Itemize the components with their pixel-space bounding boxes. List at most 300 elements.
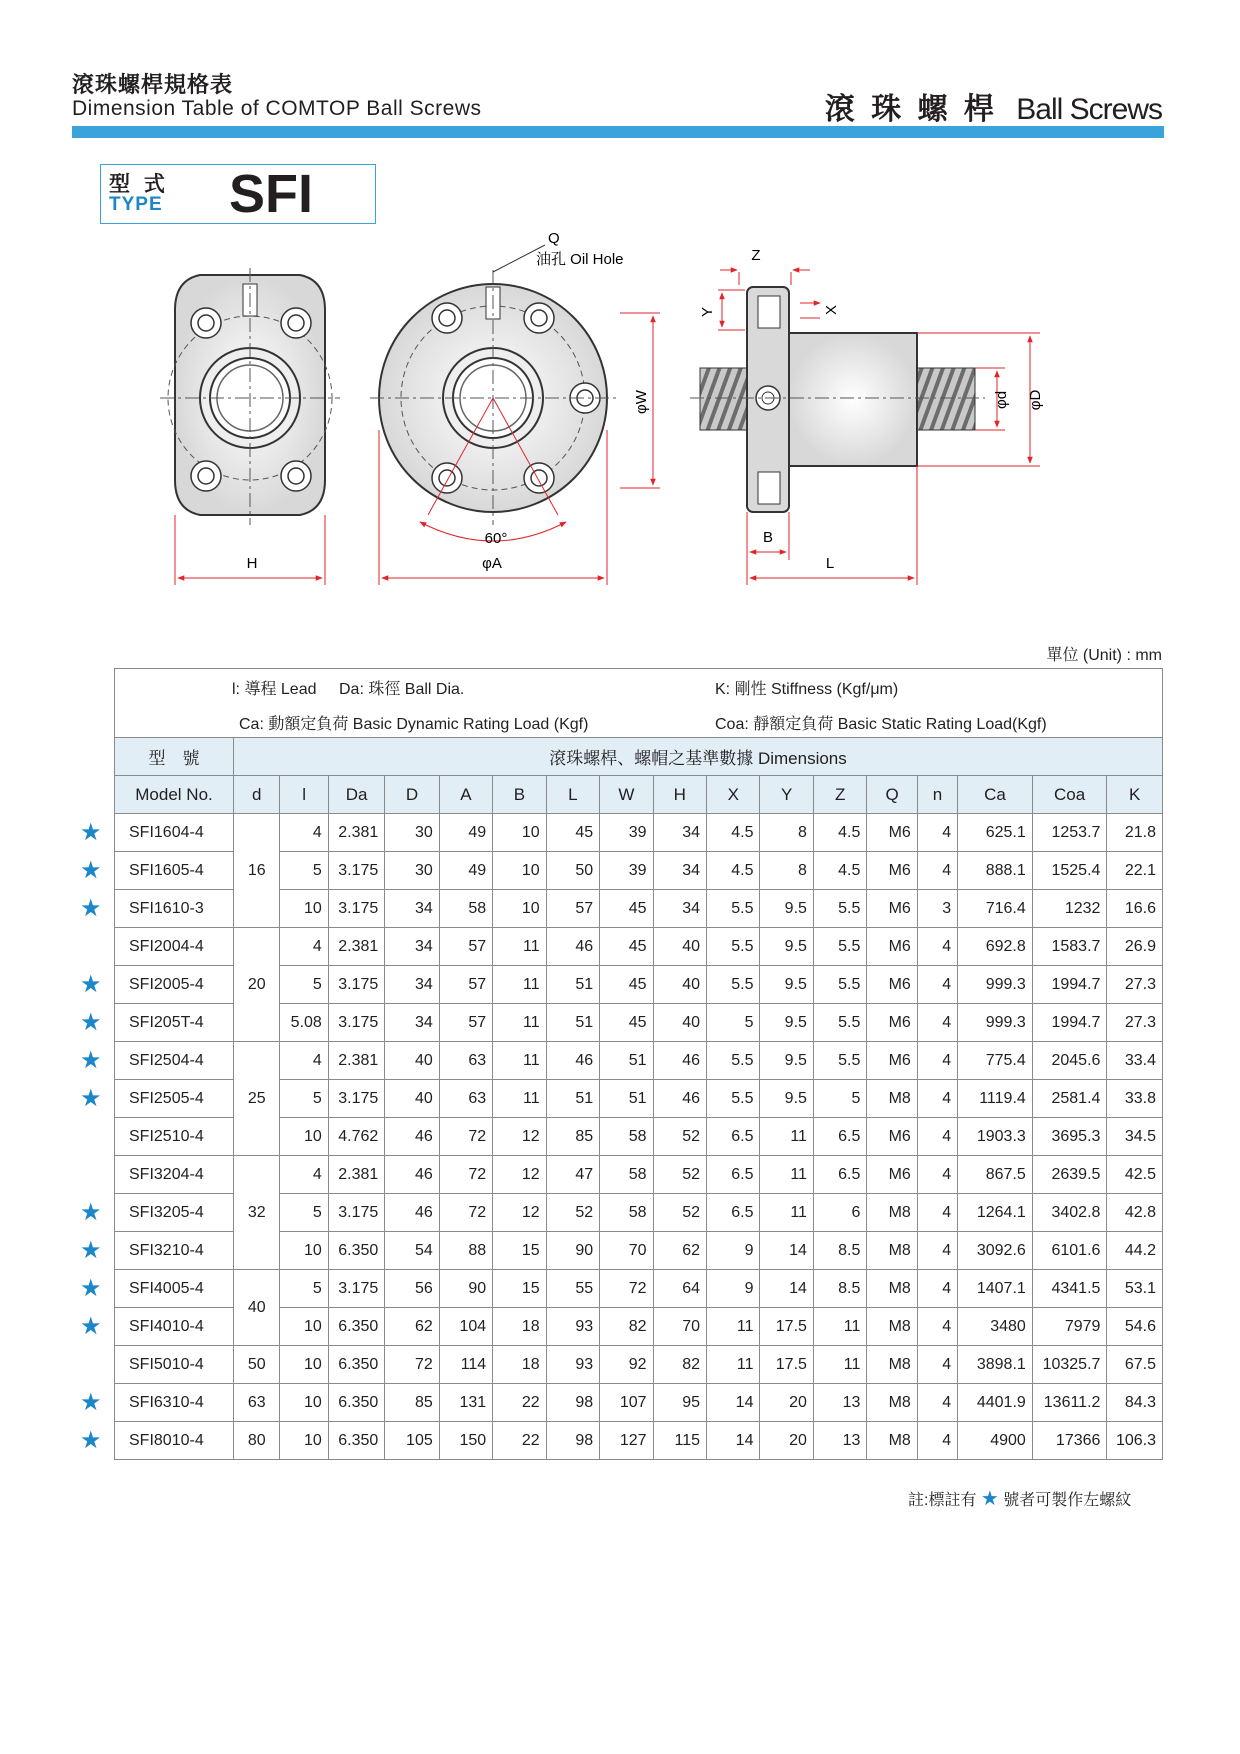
cell-coa: 2045.6 bbox=[1032, 1042, 1107, 1080]
header-col-b: B bbox=[493, 776, 546, 814]
cell-n: 4 bbox=[917, 852, 957, 890]
cell-q: M8 bbox=[867, 1422, 917, 1460]
cell-coa: 2581.4 bbox=[1032, 1080, 1107, 1118]
cell-da: 3.175 bbox=[328, 890, 384, 928]
legend-dynamic: Ca: 動額定負荷 Basic Dynamic Rating Load (Kgf) bbox=[239, 716, 589, 733]
cell-z: 4.5 bbox=[813, 852, 866, 890]
cell-q: M6 bbox=[867, 966, 917, 1004]
cell-h: 52 bbox=[653, 1194, 706, 1232]
dim-d-big-label: φD bbox=[1027, 389, 1044, 411]
header-col-x: X bbox=[707, 776, 760, 814]
cell-k: 106.3 bbox=[1107, 1422, 1163, 1460]
cell-a: 90 bbox=[439, 1270, 492, 1308]
cell-q: M6 bbox=[867, 1042, 917, 1080]
cell-l: 45 bbox=[546, 814, 599, 852]
left-thread-star-icon: ★ bbox=[80, 818, 102, 846]
cell-ca: 4401.9 bbox=[958, 1384, 1033, 1422]
cell-n: 4 bbox=[917, 1270, 957, 1308]
cell-d: 46 bbox=[385, 1194, 439, 1232]
cell-b: 12 bbox=[493, 1118, 546, 1156]
header-row-2 bbox=[115, 776, 1163, 814]
cell-y: 9.5 bbox=[760, 1004, 813, 1042]
left-thread-star-icon: ★ bbox=[80, 970, 102, 998]
cell-w: 58 bbox=[600, 1118, 653, 1156]
cell-n: 4 bbox=[917, 1422, 957, 1460]
cell-h: 64 bbox=[653, 1270, 706, 1308]
cell-h: 62 bbox=[653, 1232, 706, 1270]
cell-a: 72 bbox=[439, 1118, 492, 1156]
footnote-suffix: 號者可製作左螺紋 bbox=[1003, 1492, 1132, 1509]
cell-k: 54.6 bbox=[1107, 1308, 1163, 1346]
type-name: SFI bbox=[229, 164, 314, 224]
dim-d-small-label: φd bbox=[993, 390, 1010, 410]
left-thread-star-icon: ★ bbox=[80, 1426, 102, 1454]
model-no: SFI3204-4 bbox=[115, 1156, 234, 1194]
header-col-q: Q bbox=[867, 776, 917, 814]
cell-x: 11 bbox=[707, 1346, 760, 1384]
left-thread-star-icon: ★ bbox=[80, 1198, 102, 1226]
model-no: SFI6310-4 bbox=[115, 1384, 234, 1422]
header-col-l: l bbox=[280, 776, 328, 814]
header-row-1 bbox=[115, 738, 1163, 776]
cell-w: 70 bbox=[600, 1232, 653, 1270]
cell-w: 45 bbox=[600, 966, 653, 1004]
cell-d: 85 bbox=[385, 1384, 439, 1422]
cell-d: 34 bbox=[385, 890, 439, 928]
cell-x: 5.5 bbox=[707, 890, 760, 928]
cell-x: 6.5 bbox=[707, 1118, 760, 1156]
cell-l: 46 bbox=[546, 928, 599, 966]
left-thread-star-icon: ★ bbox=[80, 1274, 102, 1302]
cell-d: 46 bbox=[385, 1118, 439, 1156]
cell-n: 4 bbox=[917, 1384, 957, 1422]
cell-da: 2.381 bbox=[328, 1156, 384, 1194]
cell-h: 46 bbox=[653, 1080, 706, 1118]
diameter-d: 25 bbox=[234, 1042, 280, 1156]
model-no: SFI1605-4 bbox=[115, 852, 234, 890]
cell-a: 49 bbox=[439, 814, 492, 852]
dim-b-label: B bbox=[762, 529, 774, 546]
model-no: SFI4010-4 bbox=[115, 1308, 234, 1346]
cell-h: 52 bbox=[653, 1118, 706, 1156]
cell-a: 57 bbox=[439, 928, 492, 966]
cell-ca: 3898.1 bbox=[958, 1346, 1033, 1384]
legend-static: Coa: 靜額定負荷 Basic Static Rating Load(Kgf) bbox=[715, 716, 1047, 733]
cell-d: 30 bbox=[385, 852, 439, 890]
dim-a-label: φA bbox=[482, 555, 502, 572]
cell-k: 42.8 bbox=[1107, 1194, 1163, 1232]
cell-b: 11 bbox=[493, 1004, 546, 1042]
cell-z: 6.5 bbox=[813, 1156, 866, 1194]
cell-x: 4.5 bbox=[707, 814, 760, 852]
cell-a: 57 bbox=[439, 1004, 492, 1042]
cell-l: 55 bbox=[546, 1270, 599, 1308]
cell-ca: 3092.6 bbox=[958, 1232, 1033, 1270]
cell-ca: 716.4 bbox=[958, 890, 1033, 928]
cell-q: M6 bbox=[867, 1004, 917, 1042]
cell-coa: 1232 bbox=[1032, 890, 1107, 928]
table-row bbox=[115, 1384, 1163, 1422]
cell-z: 5 bbox=[813, 1080, 866, 1118]
cell-l: 5.08 bbox=[280, 1004, 328, 1042]
dim-w-label: φW bbox=[633, 390, 650, 414]
cell-da: 3.175 bbox=[328, 966, 384, 1004]
cell-x: 5.5 bbox=[707, 1080, 760, 1118]
table-row bbox=[115, 1156, 1163, 1194]
cell-coa: 10325.7 bbox=[1032, 1346, 1107, 1384]
cell-z: 8.5 bbox=[813, 1270, 866, 1308]
cell-w: 45 bbox=[600, 928, 653, 966]
cell-k: 21.8 bbox=[1107, 814, 1163, 852]
cell-ca: 3480 bbox=[958, 1308, 1033, 1346]
flange-view-a bbox=[370, 230, 660, 585]
diameter-d: 16 bbox=[234, 814, 280, 928]
cell-d: 56 bbox=[385, 1270, 439, 1308]
cell-l: 46 bbox=[546, 1042, 599, 1080]
cell-ca: 1903.3 bbox=[958, 1118, 1033, 1156]
cell-l: 57 bbox=[546, 890, 599, 928]
cell-d: 46 bbox=[385, 1156, 439, 1194]
cell-w: 92 bbox=[600, 1346, 653, 1384]
cell-a: 150 bbox=[439, 1422, 492, 1460]
left-thread-star-icon: ★ bbox=[80, 1388, 102, 1416]
cell-d: 105 bbox=[385, 1422, 439, 1460]
cell-h: 34 bbox=[653, 852, 706, 890]
cell-h: 34 bbox=[653, 890, 706, 928]
diameter-d: 32 bbox=[234, 1156, 280, 1270]
header-col-z: Z bbox=[813, 776, 866, 814]
dim-y-label: Y bbox=[699, 306, 716, 318]
cell-x: 5.5 bbox=[707, 928, 760, 966]
cell-n: 4 bbox=[917, 1194, 957, 1232]
left-thread-star-icon: ★ bbox=[80, 1046, 102, 1074]
cell-k: 84.3 bbox=[1107, 1384, 1163, 1422]
oil-hole-q: Q bbox=[548, 230, 560, 247]
cell-ca: 999.3 bbox=[958, 1004, 1033, 1042]
cell-l: 50 bbox=[546, 852, 599, 890]
cell-w: 72 bbox=[600, 1270, 653, 1308]
cell-d: 62 bbox=[385, 1308, 439, 1346]
cell-w: 45 bbox=[600, 1004, 653, 1042]
cell-ca: 867.5 bbox=[958, 1156, 1033, 1194]
header-col-w: W bbox=[600, 776, 653, 814]
angle-label: 60° bbox=[484, 530, 508, 547]
cell-da: 3.175 bbox=[328, 1194, 384, 1232]
cell-d: 40 bbox=[385, 1080, 439, 1118]
cell-b: 11 bbox=[493, 966, 546, 1004]
cell-k: 53.1 bbox=[1107, 1270, 1163, 1308]
side-view bbox=[690, 247, 1044, 585]
cell-x: 6.5 bbox=[707, 1156, 760, 1194]
cell-l: 85 bbox=[546, 1118, 599, 1156]
cell-coa: 13611.2 bbox=[1032, 1384, 1107, 1422]
cell-w: 45 bbox=[600, 890, 653, 928]
cell-coa: 1253.7 bbox=[1032, 814, 1107, 852]
cell-h: 82 bbox=[653, 1346, 706, 1384]
diameter-d: 50 bbox=[234, 1346, 280, 1384]
cell-coa: 7979 bbox=[1032, 1308, 1107, 1346]
model-no: SFI1604-4 bbox=[115, 814, 234, 852]
table-row bbox=[115, 928, 1163, 966]
cell-a: 63 bbox=[439, 1080, 492, 1118]
cell-z: 13 bbox=[813, 1384, 866, 1422]
cell-y: 17.5 bbox=[760, 1346, 813, 1384]
cell-h: 52 bbox=[653, 1156, 706, 1194]
cell-n: 4 bbox=[917, 928, 957, 966]
cell-l: 10 bbox=[280, 1384, 328, 1422]
cell-da: 3.175 bbox=[328, 852, 384, 890]
cell-q: M8 bbox=[867, 1194, 917, 1232]
cell-n: 4 bbox=[917, 1346, 957, 1384]
cell-ca: 999.3 bbox=[958, 966, 1033, 1004]
cell-k: 67.5 bbox=[1107, 1346, 1163, 1384]
cell-q: M6 bbox=[867, 890, 917, 928]
cell-b: 22 bbox=[493, 1384, 546, 1422]
cell-b: 10 bbox=[493, 852, 546, 890]
cell-l: 52 bbox=[546, 1194, 599, 1232]
legend-row-2 bbox=[115, 703, 1163, 738]
cell-h: 115 bbox=[653, 1422, 706, 1460]
cell-l: 98 bbox=[546, 1384, 599, 1422]
cell-b: 15 bbox=[493, 1270, 546, 1308]
header-col-y: Y bbox=[760, 776, 813, 814]
cell-b: 12 bbox=[493, 1194, 546, 1232]
left-thread-star-icon: ★ bbox=[80, 1236, 102, 1264]
cell-x: 5.5 bbox=[707, 1042, 760, 1080]
cell-z: 6 bbox=[813, 1194, 866, 1232]
cell-q: M8 bbox=[867, 1080, 917, 1118]
cell-b: 10 bbox=[493, 814, 546, 852]
header-model-en: Model No. bbox=[115, 776, 234, 814]
cell-l: 10 bbox=[280, 1308, 328, 1346]
unit-label: 單位 (Unit) : mm bbox=[1046, 647, 1162, 664]
cell-h: 34 bbox=[653, 814, 706, 852]
cell-y: 8 bbox=[760, 814, 813, 852]
cell-z: 6.5 bbox=[813, 1118, 866, 1156]
header-col-ca: Ca bbox=[958, 776, 1033, 814]
cell-n: 3 bbox=[917, 890, 957, 928]
cell-y: 9.5 bbox=[760, 928, 813, 966]
cell-h: 40 bbox=[653, 928, 706, 966]
cell-x: 14 bbox=[707, 1422, 760, 1460]
header-col-d: d bbox=[234, 776, 280, 814]
cell-b: 18 bbox=[493, 1308, 546, 1346]
cell-x: 14 bbox=[707, 1384, 760, 1422]
cell-x: 9 bbox=[707, 1270, 760, 1308]
cell-ca: 692.8 bbox=[958, 928, 1033, 966]
cell-x: 5 bbox=[707, 1004, 760, 1042]
cell-ca: 4900 bbox=[958, 1422, 1033, 1460]
cell-a: 57 bbox=[439, 966, 492, 1004]
table-row bbox=[115, 1042, 1163, 1080]
cell-w: 127 bbox=[600, 1422, 653, 1460]
dim-l-label: L bbox=[825, 555, 835, 572]
oil-hole-label: 油孔 Oil Hole bbox=[536, 251, 624, 268]
cell-l: 10 bbox=[280, 890, 328, 928]
cell-y: 9.5 bbox=[760, 1080, 813, 1118]
header-col-a: A bbox=[439, 776, 492, 814]
cell-d: 54 bbox=[385, 1232, 439, 1270]
header-col-n: n bbox=[917, 776, 957, 814]
model-no: SFI4005-4 bbox=[115, 1270, 234, 1308]
cell-w: 51 bbox=[600, 1042, 653, 1080]
cell-k: 33.8 bbox=[1107, 1080, 1163, 1118]
cell-q: M6 bbox=[867, 814, 917, 852]
cell-d: 72 bbox=[385, 1346, 439, 1384]
cell-d: 34 bbox=[385, 1004, 439, 1042]
header-col-da: Da bbox=[328, 776, 384, 814]
dim-x-label: X bbox=[823, 304, 840, 316]
cell-a: 72 bbox=[439, 1194, 492, 1232]
cell-z: 5.5 bbox=[813, 966, 866, 1004]
cell-y: 11 bbox=[760, 1194, 813, 1232]
cell-da: 3.175 bbox=[328, 1270, 384, 1308]
cell-y: 8 bbox=[760, 852, 813, 890]
cell-ca: 888.1 bbox=[958, 852, 1033, 890]
model-no: SFI5010-4 bbox=[115, 1346, 234, 1384]
cell-b: 12 bbox=[493, 1156, 546, 1194]
cell-l: 5 bbox=[280, 852, 328, 890]
cell-ca: 1264.1 bbox=[958, 1194, 1033, 1232]
spec-table bbox=[114, 668, 1163, 1460]
cell-h: 70 bbox=[653, 1308, 706, 1346]
model-no: SFI205T-4 bbox=[115, 1004, 234, 1042]
cell-z: 5.5 bbox=[813, 890, 866, 928]
cell-k: 16.6 bbox=[1107, 890, 1163, 928]
cell-l: 10 bbox=[280, 1118, 328, 1156]
header-col-d: D bbox=[385, 776, 439, 814]
legend-row-1 bbox=[115, 669, 1163, 704]
cell-da: 6.350 bbox=[328, 1232, 384, 1270]
model-no: SFI2004-4 bbox=[115, 928, 234, 966]
cell-z: 4.5 bbox=[813, 814, 866, 852]
cell-w: 51 bbox=[600, 1080, 653, 1118]
cell-l: 4 bbox=[280, 814, 328, 852]
type-label-en: TYPE bbox=[109, 194, 163, 215]
cell-coa: 1525.4 bbox=[1032, 852, 1107, 890]
cell-q: M8 bbox=[867, 1270, 917, 1308]
cell-h: 95 bbox=[653, 1384, 706, 1422]
cell-d: 40 bbox=[385, 1042, 439, 1080]
cell-coa: 17366 bbox=[1032, 1422, 1107, 1460]
cell-q: M6 bbox=[867, 852, 917, 890]
cell-y: 11 bbox=[760, 1118, 813, 1156]
cell-da: 6.350 bbox=[328, 1346, 384, 1384]
cell-da: 3.175 bbox=[328, 1080, 384, 1118]
cell-d: 34 bbox=[385, 966, 439, 1004]
cell-da: 3.175 bbox=[328, 1004, 384, 1042]
cell-b: 11 bbox=[493, 1080, 546, 1118]
cell-l: 10 bbox=[280, 1232, 328, 1270]
cell-da: 6.350 bbox=[328, 1422, 384, 1460]
cell-y: 9.5 bbox=[760, 1042, 813, 1080]
cell-x: 9 bbox=[707, 1232, 760, 1270]
cell-ca: 625.1 bbox=[958, 814, 1033, 852]
cell-a: 88 bbox=[439, 1232, 492, 1270]
cell-b: 10 bbox=[493, 890, 546, 928]
cell-l: 10 bbox=[280, 1422, 328, 1460]
cell-k: 44.2 bbox=[1107, 1232, 1163, 1270]
left-thread-star-icon: ★ bbox=[80, 856, 102, 884]
cell-k: 34.5 bbox=[1107, 1118, 1163, 1156]
cell-n: 4 bbox=[917, 1118, 957, 1156]
diameter-d: 63 bbox=[234, 1384, 280, 1422]
cell-k: 27.3 bbox=[1107, 1004, 1163, 1042]
cell-y: 9.5 bbox=[760, 966, 813, 1004]
cell-z: 11 bbox=[813, 1346, 866, 1384]
cell-l: 5 bbox=[280, 1194, 328, 1232]
cell-y: 20 bbox=[760, 1422, 813, 1460]
cell-z: 11 bbox=[813, 1308, 866, 1346]
left-thread-star-icon: ★ bbox=[80, 1008, 102, 1036]
diameter-d: 20 bbox=[234, 928, 280, 1042]
cell-coa: 1994.7 bbox=[1032, 966, 1107, 1004]
cell-coa: 4341.5 bbox=[1032, 1270, 1107, 1308]
model-no: SFI3205-4 bbox=[115, 1194, 234, 1232]
cell-a: 104 bbox=[439, 1308, 492, 1346]
cell-n: 4 bbox=[917, 1080, 957, 1118]
footnote-prefix: 註:標註有 bbox=[908, 1492, 977, 1509]
technical-drawing bbox=[0, 0, 1240, 620]
cell-l: 5 bbox=[280, 966, 328, 1004]
cell-d: 34 bbox=[385, 928, 439, 966]
cell-q: M8 bbox=[867, 1232, 917, 1270]
footnote-star-icon: ★ bbox=[980, 1488, 999, 1510]
cell-k: 26.9 bbox=[1107, 928, 1163, 966]
cell-da: 2.381 bbox=[328, 928, 384, 966]
cell-n: 4 bbox=[917, 1308, 957, 1346]
cell-z: 8.5 bbox=[813, 1232, 866, 1270]
model-no: SFI3210-4 bbox=[115, 1232, 234, 1270]
cell-w: 107 bbox=[600, 1384, 653, 1422]
table-row bbox=[115, 814, 1163, 852]
cell-da: 6.350 bbox=[328, 1308, 384, 1346]
cell-h: 40 bbox=[653, 1004, 706, 1042]
title-cn: 滾珠螺桿規格表 bbox=[72, 72, 234, 97]
cell-n: 4 bbox=[917, 1004, 957, 1042]
cell-n: 4 bbox=[917, 1232, 957, 1270]
cell-w: 58 bbox=[600, 1156, 653, 1194]
flange-view-h bbox=[160, 268, 340, 585]
cell-coa: 6101.6 bbox=[1032, 1232, 1107, 1270]
cell-da: 4.762 bbox=[328, 1118, 384, 1156]
type-label-cn: 型 式 bbox=[109, 173, 169, 196]
cell-y: 11 bbox=[760, 1156, 813, 1194]
cell-y: 14 bbox=[760, 1232, 813, 1270]
cell-a: 58 bbox=[439, 890, 492, 928]
cell-k: 22.1 bbox=[1107, 852, 1163, 890]
cell-q: M6 bbox=[867, 1118, 917, 1156]
title-en: Dimension Table of COMTOP Ball Screws bbox=[72, 97, 482, 120]
cell-coa: 3695.3 bbox=[1032, 1118, 1107, 1156]
cell-da: 2.381 bbox=[328, 814, 384, 852]
cell-z: 13 bbox=[813, 1422, 866, 1460]
cell-z: 5.5 bbox=[813, 928, 866, 966]
cell-coa: 2639.5 bbox=[1032, 1156, 1107, 1194]
cell-b: 11 bbox=[493, 928, 546, 966]
cell-q: M8 bbox=[867, 1384, 917, 1422]
cell-ca: 1119.4 bbox=[958, 1080, 1033, 1118]
cell-x: 11 bbox=[707, 1308, 760, 1346]
cell-h: 46 bbox=[653, 1042, 706, 1080]
cell-da: 2.381 bbox=[328, 1042, 384, 1080]
header-col-h: H bbox=[653, 776, 706, 814]
dim-z-label: Z bbox=[751, 247, 761, 264]
cell-q: M6 bbox=[867, 1156, 917, 1194]
cell-l: 93 bbox=[546, 1346, 599, 1384]
footnote bbox=[908, 1486, 1131, 1511]
cell-x: 4.5 bbox=[707, 852, 760, 890]
